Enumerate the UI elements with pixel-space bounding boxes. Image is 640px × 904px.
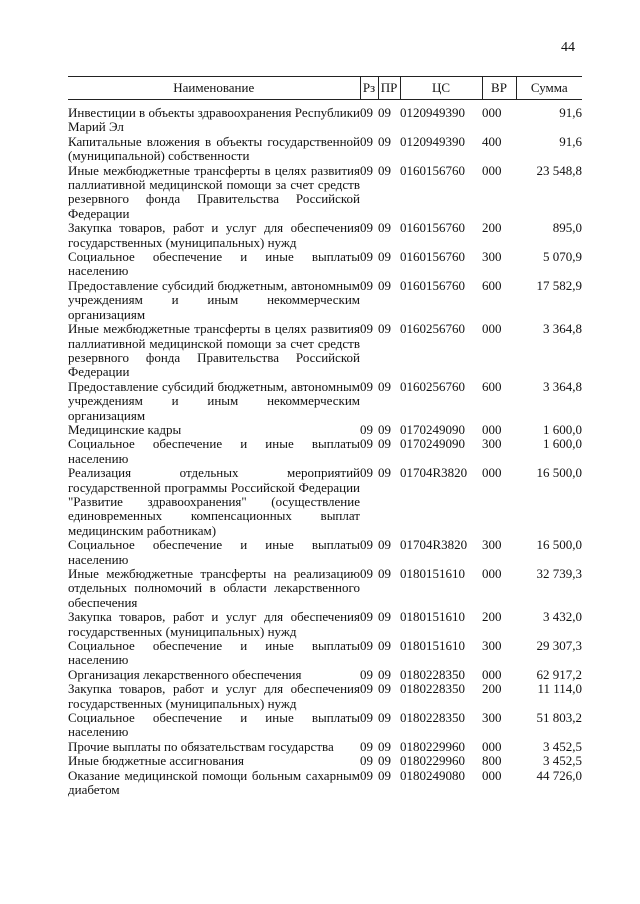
column-header-name: Наименование xyxy=(68,77,360,100)
cell-vr: 000 xyxy=(482,767,502,783)
cell-sum: 11 114,0 xyxy=(537,681,582,697)
cell-rz: 09 xyxy=(360,638,373,654)
cell-sum: 91,6 xyxy=(559,133,582,149)
table-row xyxy=(68,538,582,567)
cell-vr: 000 xyxy=(482,105,502,120)
column-header-vr: ВР xyxy=(482,77,516,100)
cell-vr: 300 xyxy=(482,537,502,553)
cell-vr: 300 xyxy=(482,638,502,654)
cell-name: Социальное обеспечение и иные выплаты населению xyxy=(68,249,360,279)
cell-cs: 0160156760 xyxy=(400,277,465,293)
cell-pr: 09 xyxy=(378,105,391,120)
cell-sum: 32 739,3 xyxy=(536,566,582,581)
cell-name: Инвестиции в объекты здравоохранения Республики Марий Эл xyxy=(68,105,360,135)
cell-rz: 09 xyxy=(360,105,373,120)
cell-cs: 0120949390 xyxy=(400,133,465,149)
cell-cs: 0160156760 xyxy=(400,249,465,265)
cell-sum: 16 500,0 xyxy=(536,465,582,481)
cell-name: Медицинские кадры xyxy=(68,421,182,437)
cell-pr: 09 xyxy=(378,753,391,769)
cell-pr: 09 xyxy=(378,249,391,265)
cell-sum: 29 307,3 xyxy=(536,638,582,654)
cell-cs: 0120949390 xyxy=(400,105,465,120)
table-row xyxy=(68,100,582,135)
cell-rz: 09 xyxy=(360,220,373,236)
cell-sum: 1 600,0 xyxy=(543,436,582,452)
table-row xyxy=(68,639,582,668)
cell-rz: 09 xyxy=(360,465,373,481)
cell-rz: 09 xyxy=(360,566,373,581)
cell-rz: 09 xyxy=(360,681,373,697)
cell-name: Реализация отдельных мероприятий государственной программы Российской Федерации "Развитие здравоохранения" (осуществление единовременных компенсационных выплат медицинским работникам) xyxy=(68,465,360,538)
cell-rz: 09 xyxy=(360,537,373,553)
cell-name: Закупка товаров, работ и услуг для обеспечения государственных (муниципальных) нужд xyxy=(68,681,360,711)
column-header-cs: ЦС xyxy=(400,77,482,100)
table-body xyxy=(68,100,582,798)
cell-sum: 895,0 xyxy=(552,220,582,236)
cell-pr: 09 xyxy=(378,767,391,783)
cell-vr: 800 xyxy=(482,753,502,769)
table-row xyxy=(68,769,582,798)
cell-name: Оказание медицинской помощи больным сахарным диабетом xyxy=(68,767,360,798)
table-row xyxy=(68,380,582,423)
cell-name: Организация лекарственного обеспечения xyxy=(68,666,302,682)
cell-vr: 300 xyxy=(482,249,502,265)
cell-sum: 91,6 xyxy=(559,105,582,120)
cell-cs: 0160156760 xyxy=(400,162,465,178)
cell-cs: 0180249080 xyxy=(400,767,465,783)
table-row xyxy=(68,279,582,322)
cell-cs: 0180151610 xyxy=(400,638,465,654)
cell-rz: 09 xyxy=(360,738,373,754)
cell-sum: 51 803,2 xyxy=(536,710,582,726)
cell-name: Социальное обеспечение и иные выплаты населению xyxy=(68,638,360,668)
cell-vr: 600 xyxy=(482,277,502,293)
cell-cs: 01704R3820 xyxy=(400,465,468,481)
table-header-row xyxy=(68,77,582,100)
cell-vr: 200 xyxy=(482,681,502,697)
cell-cs: 01704R3820 xyxy=(400,537,468,553)
cell-pr: 09 xyxy=(378,566,391,581)
cell-pr: 09 xyxy=(378,321,391,337)
cell-cs: 0180151610 xyxy=(400,566,465,581)
cell-vr: 000 xyxy=(482,738,502,754)
cell-pr: 09 xyxy=(378,378,391,394)
page-number: 44 xyxy=(561,40,575,55)
cell-vr: 000 xyxy=(482,321,502,337)
cell-pr: 09 xyxy=(378,436,391,452)
cell-rz: 09 xyxy=(360,277,373,293)
column-header-sum: Сумма xyxy=(516,77,582,100)
cell-cs: 0170249090 xyxy=(400,421,465,437)
cell-name: Закупка товаров, работ и услуг для обеспечения государственных (муниципальных) нужд xyxy=(68,220,360,250)
cell-vr: 600 xyxy=(482,378,502,394)
cell-pr: 09 xyxy=(378,638,391,654)
table-row xyxy=(68,740,582,754)
cell-cs: 0170249090 xyxy=(400,436,465,452)
cell-sum: 3 452,5 xyxy=(543,738,582,754)
cell-sum: 3 432,0 xyxy=(543,609,582,625)
cell-rz: 09 xyxy=(360,378,373,394)
cell-sum: 16 500,0 xyxy=(536,537,582,553)
table-row xyxy=(68,711,582,740)
cell-name: Прочие выплаты по обязательствам государства xyxy=(68,738,334,754)
cell-rz: 09 xyxy=(360,421,373,437)
cell-vr: 000 xyxy=(482,465,502,481)
table-row xyxy=(68,567,582,610)
cell-pr: 09 xyxy=(378,609,391,625)
cell-rz: 09 xyxy=(360,249,373,265)
cell-name: Социальное обеспечение и иные выплаты населению xyxy=(68,537,360,567)
cell-name: Предоставление субсидий бюджетным, автономным учреждениям и иным некоммерческим организациям xyxy=(68,277,360,322)
cell-cs: 0180228350 xyxy=(400,681,465,697)
cell-vr: 000 xyxy=(482,421,502,437)
cell-vr: 000 xyxy=(482,162,502,178)
cell-name: Иные межбюджетные трансферты на реализацию отдельных полномочий в области лекарственного обеспечения xyxy=(68,566,360,610)
table-row xyxy=(68,466,582,538)
cell-sum: 44 726,0 xyxy=(536,767,582,783)
cell-rz: 09 xyxy=(360,666,373,682)
cell-name: Социальное обеспечение и иные выплаты населению xyxy=(68,436,360,466)
cell-pr: 09 xyxy=(378,421,391,437)
cell-rz: 09 xyxy=(360,753,373,769)
cell-vr: 000 xyxy=(482,666,502,682)
table-row xyxy=(68,668,582,682)
cell-vr: 200 xyxy=(482,609,502,625)
cell-sum: 3 452,5 xyxy=(543,753,582,769)
table-row xyxy=(68,250,582,279)
cell-name: Предоставление субсидий бюджетным, автономным учреждениям и иным некоммерческим организациям xyxy=(68,378,360,423)
cell-cs: 0180228350 xyxy=(400,666,465,682)
cell-pr: 09 xyxy=(378,537,391,553)
cell-rz: 09 xyxy=(360,710,373,726)
cell-sum: 3 364,8 xyxy=(543,378,582,394)
cell-cs: 0180229960 xyxy=(400,738,465,754)
cell-pr: 09 xyxy=(378,220,391,236)
cell-vr: 300 xyxy=(482,710,502,726)
table-row xyxy=(68,221,582,250)
cell-vr: 300 xyxy=(482,436,502,452)
cell-rz: 09 xyxy=(360,436,373,452)
cell-name: Иные межбюджетные трансферты в целях развития паллиативной медицинской помощи за счет средств резервного фонда Правительства Российской Федерации xyxy=(68,321,360,380)
table-row xyxy=(68,610,582,639)
cell-cs: 0180228350 xyxy=(400,710,465,726)
cell-rz: 09 xyxy=(360,767,373,783)
cell-sum: 62 917,2 xyxy=(536,666,582,682)
cell-cs: 0180151610 xyxy=(400,609,465,625)
cell-sum: 1 600,0 xyxy=(543,421,582,437)
cell-rz: 09 xyxy=(360,133,373,149)
cell-pr: 09 xyxy=(378,710,391,726)
table-row xyxy=(68,322,582,380)
cell-name: Социальное обеспечение и иные выплаты населению xyxy=(68,710,360,740)
cell-vr: 000 xyxy=(482,566,502,581)
table-row xyxy=(68,423,582,437)
cell-cs: 0180229960 xyxy=(400,753,465,769)
cell-pr: 09 xyxy=(378,465,391,481)
cell-pr: 09 xyxy=(378,133,391,149)
cell-name: Иные межбюджетные трансферты в целях развития паллиативной медицинской помощи за счет средств резервного фонда Правительства Российской Федерации xyxy=(68,162,360,221)
cell-cs: 0160256760 xyxy=(400,321,465,337)
cell-name: Капитальные вложения в объекты государственной (муниципальной) собственности xyxy=(68,133,360,164)
cell-pr: 09 xyxy=(378,666,391,682)
table-row xyxy=(68,164,582,222)
cell-cs: 0160256760 xyxy=(400,378,465,394)
cell-sum: 17 582,9 xyxy=(536,277,582,293)
budget-table xyxy=(68,76,582,798)
cell-name: Закупка товаров, работ и услуг для обеспечения государственных (муниципальных) нужд xyxy=(68,609,360,639)
cell-name: Иные бюджетные ассигнования xyxy=(68,753,245,769)
table-row xyxy=(68,437,582,466)
cell-sum: 5 070,9 xyxy=(543,249,582,265)
column-header-pr: ПР xyxy=(378,77,400,100)
cell-rz: 09 xyxy=(360,321,373,337)
cell-pr: 09 xyxy=(378,738,391,754)
table-row xyxy=(68,754,582,768)
cell-rz: 09 xyxy=(360,162,373,178)
cell-vr: 400 xyxy=(482,133,502,149)
cell-vr: 200 xyxy=(482,220,502,236)
cell-sum: 3 364,8 xyxy=(543,321,582,337)
table-row xyxy=(68,135,582,164)
table-row xyxy=(68,682,582,711)
column-header-rz: Рз xyxy=(360,77,378,100)
cell-cs: 0160156760 xyxy=(400,220,465,236)
cell-rz: 09 xyxy=(360,609,373,625)
cell-pr: 09 xyxy=(378,277,391,293)
cell-pr: 09 xyxy=(378,162,391,178)
cell-pr: 09 xyxy=(378,681,391,697)
cell-sum: 23 548,8 xyxy=(536,162,582,178)
